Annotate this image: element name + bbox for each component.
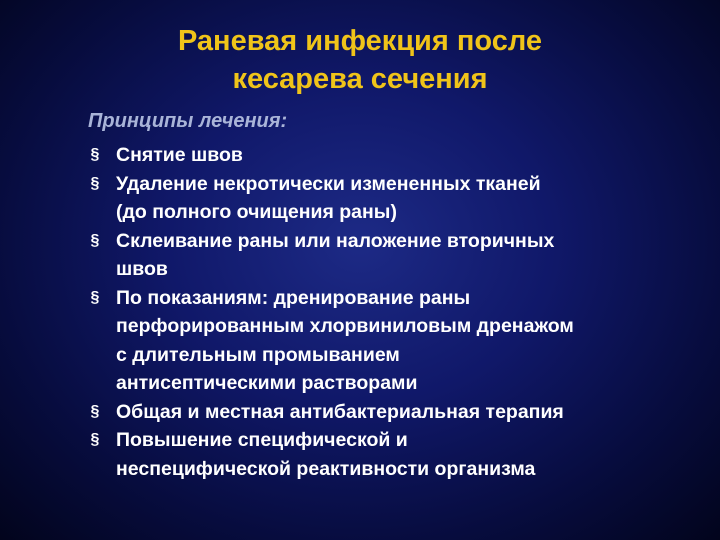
slide-title-line: Раневая инфекция после [177, 25, 543, 57]
bullet-marker-icon: § [90, 146, 100, 163]
bullet-marker-icon: § [90, 231, 100, 249]
bullet-line: неспецифической реактивности организма [116, 457, 536, 480]
bullet-line: Повышение специфической и [116, 429, 408, 451]
bullet-line: перфорированным хлорвиниловым дренажом [116, 315, 574, 337]
bullet-line: По показаниям: дренирование раны [116, 286, 471, 309]
bullet-text [116, 398, 696, 427]
bullet-item [86, 284, 696, 398]
bullet-line: Снятие швов [116, 144, 243, 166]
bullet-line: Удаление некротически измененных тканей [116, 172, 541, 195]
bullet-marker-icon: § [90, 431, 100, 448]
bullet-line: швов [116, 258, 168, 280]
bullet-line: Склеивание раны или наложение вторичных [116, 229, 555, 252]
slide-subtitle: Принципы лечения: [88, 110, 288, 132]
bullet-text [116, 170, 696, 227]
bullet-marker-icon: § [90, 174, 100, 192]
bullet-line: (до полного очищения раны) [116, 201, 397, 223]
bullet-text [116, 426, 696, 483]
slide-title [110, 22, 610, 98]
bullet-marker-icon: § [90, 288, 100, 306]
bullet-list [86, 141, 696, 483]
bullet-text [116, 284, 696, 398]
bullet-item [86, 170, 696, 227]
bullet-marker-icon: § [90, 402, 100, 420]
bullet-line: с длительным промыванием [116, 343, 400, 366]
slide-title-line: кесарева сечения [232, 63, 488, 95]
bullet-line: Общая и местная антибактериальная терапия [116, 400, 564, 423]
bullet-text [116, 141, 696, 170]
bullet-item [86, 426, 696, 483]
bullet-text [116, 227, 696, 284]
bullet-item [86, 227, 696, 284]
bullet-line: антисептическими растворами [116, 372, 418, 394]
bullet-item [86, 141, 696, 170]
bullet-item [86, 398, 696, 427]
